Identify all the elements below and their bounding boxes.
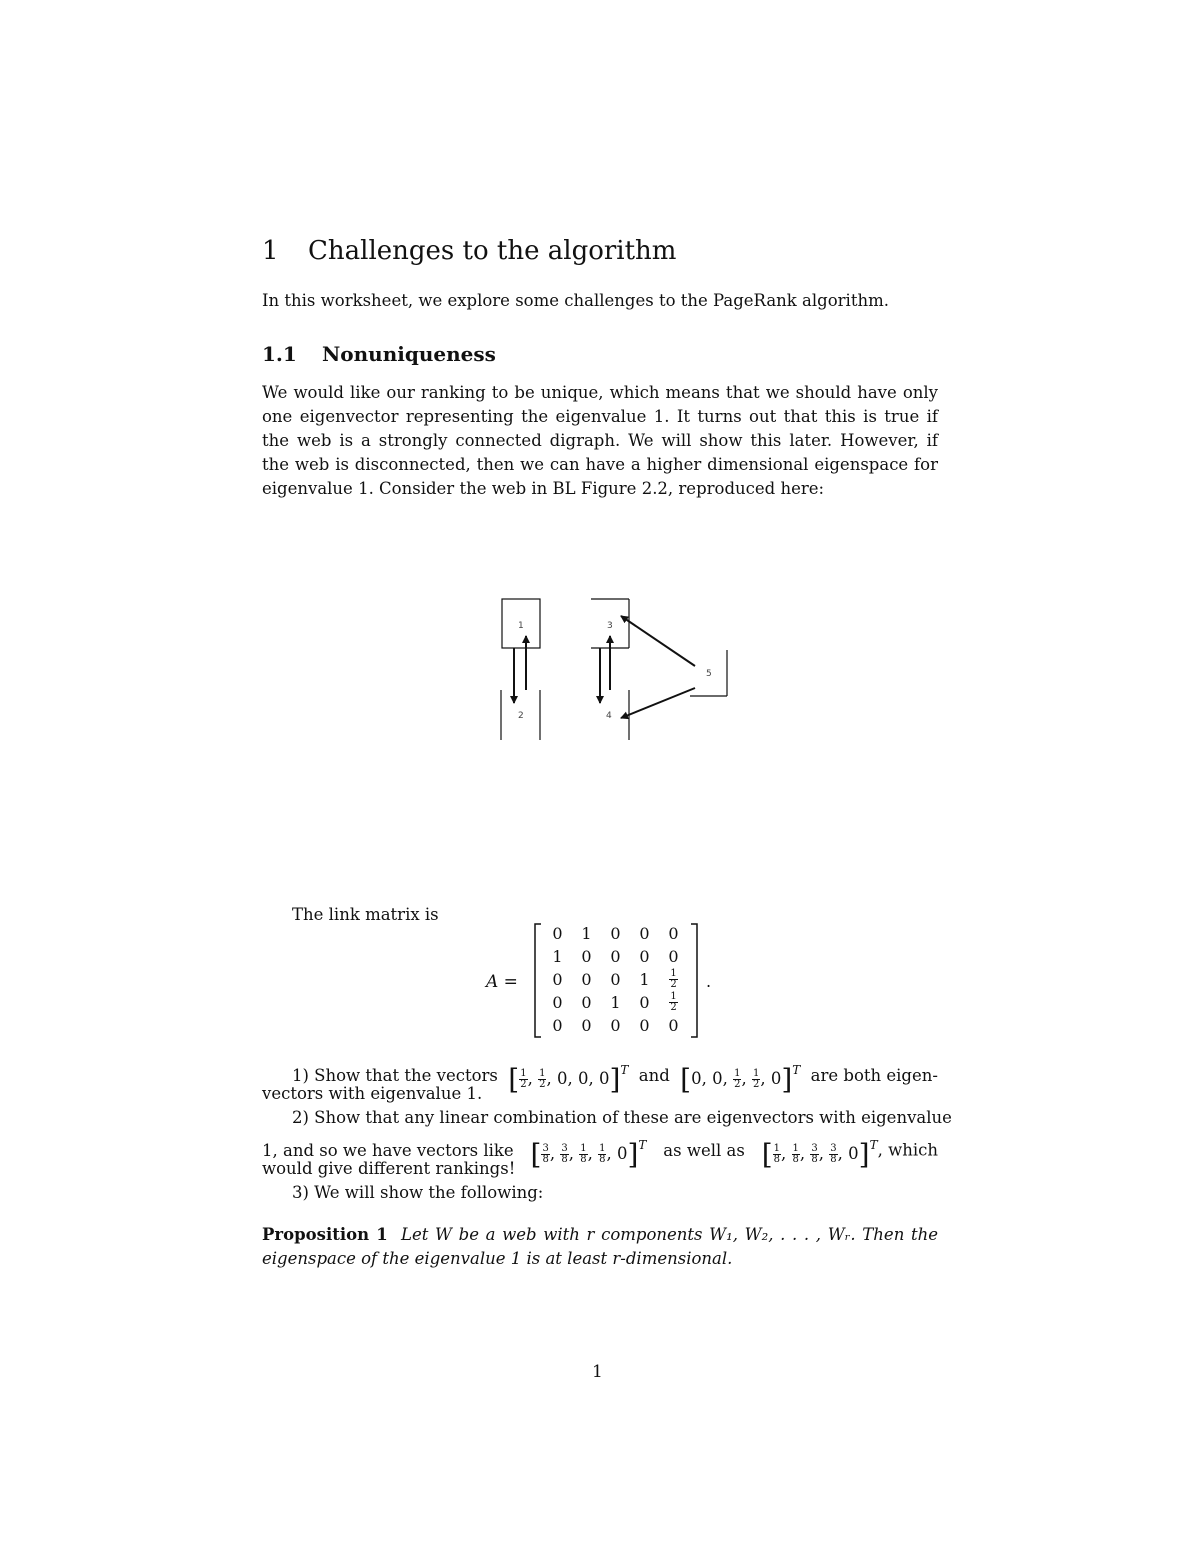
transpose-mark: T [638, 1138, 647, 1152]
subsection-title [262, 342, 496, 366]
matrix-cell: 0 [581, 1016, 592, 1035]
link-matrix [533, 922, 699, 1039]
matrix-cell: 0 [610, 970, 621, 989]
fraction: $\frac{1}{2}$ [539, 1068, 546, 1090]
proposition-text-1: Let W be a web with r components W₁, W₂, . . . , Wᵣ. Then the [401, 1225, 938, 1244]
subsection-title-text: Nonuniqueness [322, 342, 496, 366]
matrix-cell: 0 [552, 1016, 563, 1035]
item-1-and: and [638, 1065, 670, 1085]
vector-3: [ $\frac{3}{8}$ , $\frac{3}{8}$ , $\frac{1}{8}$ , $\frac{1}{8}$ , 0]$^T$ [530, 1137, 647, 1171]
proposition-text-2: eigenspace of the eigenvalue 1 is at least r-dimensional. [262, 1249, 733, 1268]
matrix-cell: 0 [639, 947, 650, 966]
vector-2: [0, 0, $\frac{1}{2}$ , $\frac{1}{2}$ , 0]$^T$ [680, 1062, 801, 1096]
matrix-cell: 0 [552, 924, 563, 943]
page-number: 1 [592, 1362, 603, 1382]
item-1-end: are both eigen- [810, 1065, 938, 1085]
node-2-label: 2 [518, 711, 524, 721]
fraction: $\frac{1}{2}$ [752, 1068, 760, 1090]
node-3-label: 3 [607, 621, 613, 631]
fraction: $\frac{1}{8}$ [773, 1143, 781, 1165]
matrix-cell: 0 [668, 947, 679, 966]
matrix-cell [659, 968, 688, 991]
section-number: 1 [262, 236, 279, 266]
section-title [262, 236, 676, 266]
matrix-cell: 0 [639, 993, 650, 1012]
item-2-tail [762, 1133, 938, 1169]
right-bracket [691, 924, 697, 1037]
item-2-like: 1, and so we have vectors like [262, 1140, 514, 1160]
fraction: $\frac{1}{2}$ [520, 1068, 527, 1090]
web-figure [490, 590, 740, 750]
matrix-cell [659, 991, 688, 1014]
matrix-row [543, 922, 688, 945]
fraction: $\frac{3}{8}$ [542, 1143, 549, 1165]
matrix-cell: 0 [581, 993, 592, 1012]
paragraph-line: We would like our ranking to be unique, which means that we should have only [262, 383, 938, 402]
paragraph [262, 381, 938, 501]
edge-5-to-3 [621, 616, 695, 666]
subsection-number: 1.1 [262, 342, 297, 366]
edge-5-to-4 [621, 688, 695, 718]
matrix-cell: 0 [668, 1016, 679, 1035]
item-3: 3) We will show the following: [292, 1183, 544, 1202]
matrix-cell: 1 [581, 924, 592, 943]
fraction: $\frac{1}{2}$ [734, 1068, 741, 1090]
item-2-text: 2) Show that any linear combination of these are eigenvectors with eigenvalue [292, 1108, 952, 1127]
vector-4: [ $\frac{1}{8}$ , $\frac{1}{8}$ , $\frac{3}{8}$ , $\frac{3}{8}$ , 0]$^T$ [761, 1137, 878, 1171]
matrix-period: . [706, 972, 712, 991]
matrix-row [543, 991, 688, 1014]
transpose-mark: T [792, 1063, 801, 1077]
proposition-line-2 [262, 1247, 938, 1271]
matrix-cell: 0 [610, 947, 621, 966]
matrix-cell: 0 [581, 947, 592, 966]
fraction: $\frac{3}{8}$ [830, 1143, 837, 1165]
node-4-label: 4 [606, 711, 612, 721]
fraction: $\frac{1}{8}$ [580, 1143, 587, 1165]
item-1-continuation: vectors with eigenvalue 1. [262, 1084, 483, 1103]
item-2-which: , which [877, 1140, 938, 1160]
matrix-cell: 1 [639, 970, 650, 989]
item-2-continuation: would give different rankings! [262, 1159, 516, 1178]
matrix-cell: 0 [668, 924, 679, 943]
matrix-table [543, 922, 688, 1037]
section-title-text: Challenges to the algorithm [308, 236, 677, 266]
matrix-row [543, 945, 688, 968]
matrix-row [543, 1014, 688, 1037]
transpose-mark: T [620, 1063, 629, 1077]
fraction: $\frac{1}{2}$ [670, 991, 677, 1013]
proposition-line-1 [262, 1223, 938, 1247]
matrix-symbol: A = [486, 972, 518, 992]
paragraph-line: one eigenvector representing the eigenvalue 1. It turns out that this is true if [262, 407, 938, 426]
matrix-label: The link matrix is [292, 905, 439, 924]
vector-1: [ $\frac{1}{2}$ , $\frac{1}{2}$ , 0, 0, 0]$^T$ [508, 1062, 629, 1096]
matrix-cell: 0 [639, 924, 650, 943]
node-1-label: 1 [518, 621, 524, 631]
proposition [262, 1223, 938, 1271]
item-2-as-well: as well as [663, 1140, 745, 1160]
item-1-text: 1) Show that the vectors [292, 1065, 498, 1085]
proposition-label: Proposition 1 [262, 1225, 388, 1244]
intro-text: In this worksheet, we explore some challenges to the PageRank algorithm. [262, 291, 889, 310]
item-2-line [292, 1106, 952, 1130]
fraction: $\frac{3}{8}$ [811, 1143, 818, 1165]
matrix-cell: 0 [610, 1016, 621, 1035]
transpose-mark: T [869, 1138, 878, 1152]
fraction: $\frac{1}{2}$ [670, 968, 677, 990]
matrix-cell: 1 [610, 993, 621, 1012]
matrix-cell: 0 [639, 1016, 650, 1035]
matrix-row [543, 968, 688, 991]
node-5-label: 5 [706, 669, 712, 679]
matrix-cell: 0 [581, 970, 592, 989]
fraction: $\frac{3}{8}$ [561, 1143, 568, 1165]
matrix-cell: 0 [552, 970, 563, 989]
matrix-cell: 0 [610, 924, 621, 943]
left-bracket [535, 924, 541, 1037]
matrix-cell: 0 [552, 993, 563, 1012]
matrix-cell: 1 [552, 947, 563, 966]
paragraph-line: the web is disconnected, then we can have a higher dimensional eigenspace for [262, 455, 938, 474]
fraction: $\frac{1}{8}$ [792, 1143, 799, 1165]
fraction: $\frac{1}{8}$ [599, 1143, 606, 1165]
paragraph-line: the web is a strongly connected digraph. We will show this later. However, if [262, 431, 938, 450]
paragraph-line: eigenvalue 1. Consider the web in BL Figure 2.2, reproduced here: [262, 479, 825, 498]
